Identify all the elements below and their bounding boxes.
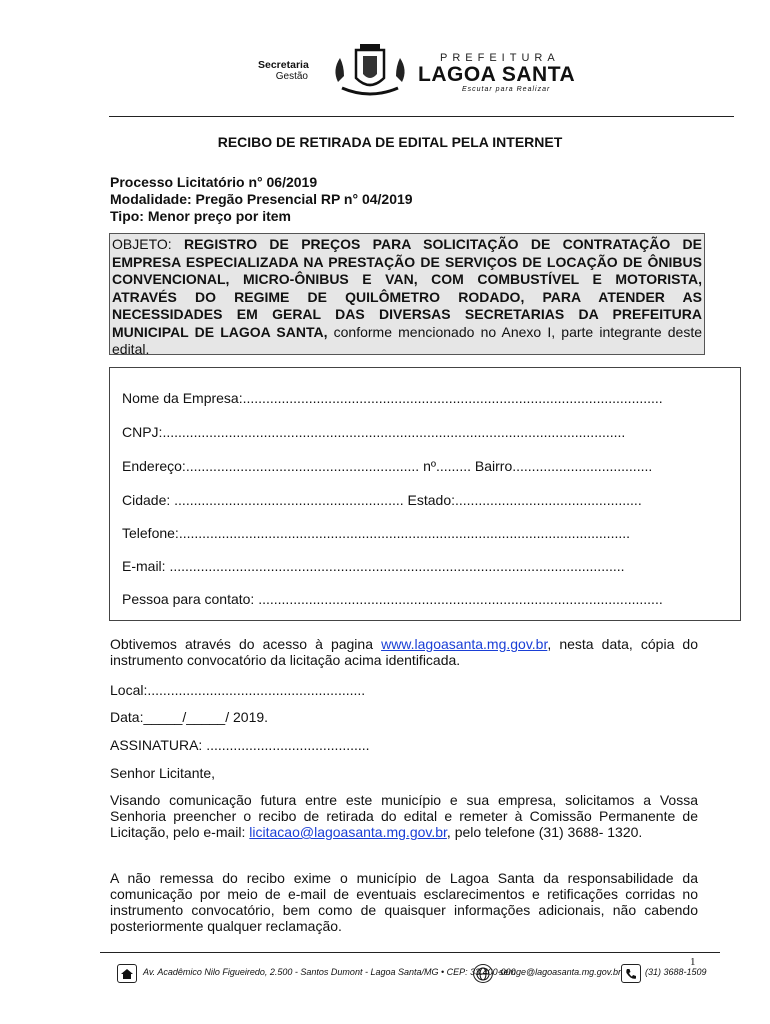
company-form [109,367,741,621]
empresa-field[interactable]: Nome da Empresa:............................................................................................................ [122,390,663,406]
processo-line: Processo Licitatório n° 06/2019 [110,174,318,190]
footer-email[interactable]: semge@lagoasanta.mg.gov.br [499,967,622,977]
secretaria-label [258,60,308,82]
prefeitura-name: LAGOA SANTA [418,63,576,86]
secretaria-line1: Secretaria [258,59,309,71]
footer-divider [100,952,720,953]
footer-address: Av. Acadêmico Nilo Figueiredo, 2.500 - Santos Dumont - Lagoa Santa/MG • CEP: 33.400-000 [143,967,516,977]
obtivemos-paragraph [110,636,698,668]
modalidade-line: Modalidade: Pregão Presencial RP n° 04/2019 [110,191,413,207]
document-title: RECIBO DE RETIRADA DE EDITAL PELA INTERNET [217,134,563,150]
processo-block [110,174,413,225]
secretaria-line2: Gestão [275,71,308,82]
assinatura-line: ASSINATURA: .......................................... [110,737,370,753]
email-field[interactable]: E-mail: ..................................................................................................................... [122,558,625,574]
data-line: Data:_____/_____/ 2019. [110,709,269,725]
visando-text-end: , pelo telefone (31) 3688- 1320. [446,824,643,840]
globe-icon [473,964,493,983]
objeto-box [109,233,705,355]
footer-phone: (31) 3688-1509 [645,967,707,977]
prefeitura-logo [418,52,575,93]
endereco-field[interactable]: Endereço:............................................................ nº......... Bairro.................................... [122,458,653,474]
objeto-label: OBJETO: [112,236,184,252]
visando-paragraph [110,792,698,840]
contato-field[interactable]: Pessoa para contato: ........................................................................................................ [122,591,663,607]
cidade-field[interactable]: Cidade: ........................................................... Estado:................................................ [122,492,642,508]
telefone-field[interactable]: Telefone:.................................................................................................................... [122,525,631,541]
visando-text: Visando comunicação futura entre este município e sua empresa, solicitamos a Vossa Senhoria preencher o recibo de retirada do edital e remeter à Comissão Permanente de Licitação, pelo e-mail: [110,792,698,840]
objeto-bold-text: REGISTRO DE PREÇOS PARA SOLICITAÇÃO DE CONTRATAÇÃO DE EMPRESA ESPECIALIZADA NA PRESTAÇÃO DE SERVIÇOS DE LOCAÇÃO DE ÔNIBUS CONVENCIONAL, MICRO-ÔNIBUS E VAN, COM COMBUSTÍVEL E MOTORISTA, ATRAVÉS DO REGIME DE QUILÔMETRO RODADO, PARA ATENDER AS NECESSIDADES EM GERAL DAS DIVERSAS SECRETARIAS DA PREFEITURA MUNICIPAL DE LAGOA SANTA, [112,236,702,340]
phone-icon [621,964,641,983]
header-divider [109,116,734,117]
obtivemos-text-end: , nesta data, cópia do instrumento convocatório da licitação acima identificada. [110,636,699,668]
cnpj-field[interactable]: CNPJ:....................................................................................................................... [122,424,626,440]
remessa-paragraph: A não remessa do recibo exime o município de Lagoa Santa da responsabilidade da comunicação por meio de e-mail de eventuais esclarecimentos e retificações corridas no instrumento convocatório, bem como de quaisquer informações adicionais, não cabendo posteriormente qualquer reclamação. [110,870,698,934]
tipo-line: Tipo: Menor preço por item [110,208,291,224]
footer [117,964,737,984]
prefeitura-slogan: Escutar para Realizar [462,86,551,93]
letterhead [0,38,770,108]
page-number: 1 [690,956,696,968]
prefeitura-top: PREFEITURA [440,52,560,64]
site-link[interactable]: www.lagoasanta.mg.gov.br [381,636,548,652]
objeto-normal-text: conforme mencionado no Anexo I, parte integrante deste edital. [112,323,703,357]
local-line: Local:........................................................ [110,682,366,698]
licitacao-email-link[interactable]: licitacao@lagoasanta.mg.gov.br [249,824,447,840]
salutation: Senhor Licitante, [110,765,216,781]
obtivemos-text: Obtivemos através do acesso à pagina [110,636,382,652]
home-icon [117,964,137,983]
coat-of-arms-icon [330,42,410,100]
